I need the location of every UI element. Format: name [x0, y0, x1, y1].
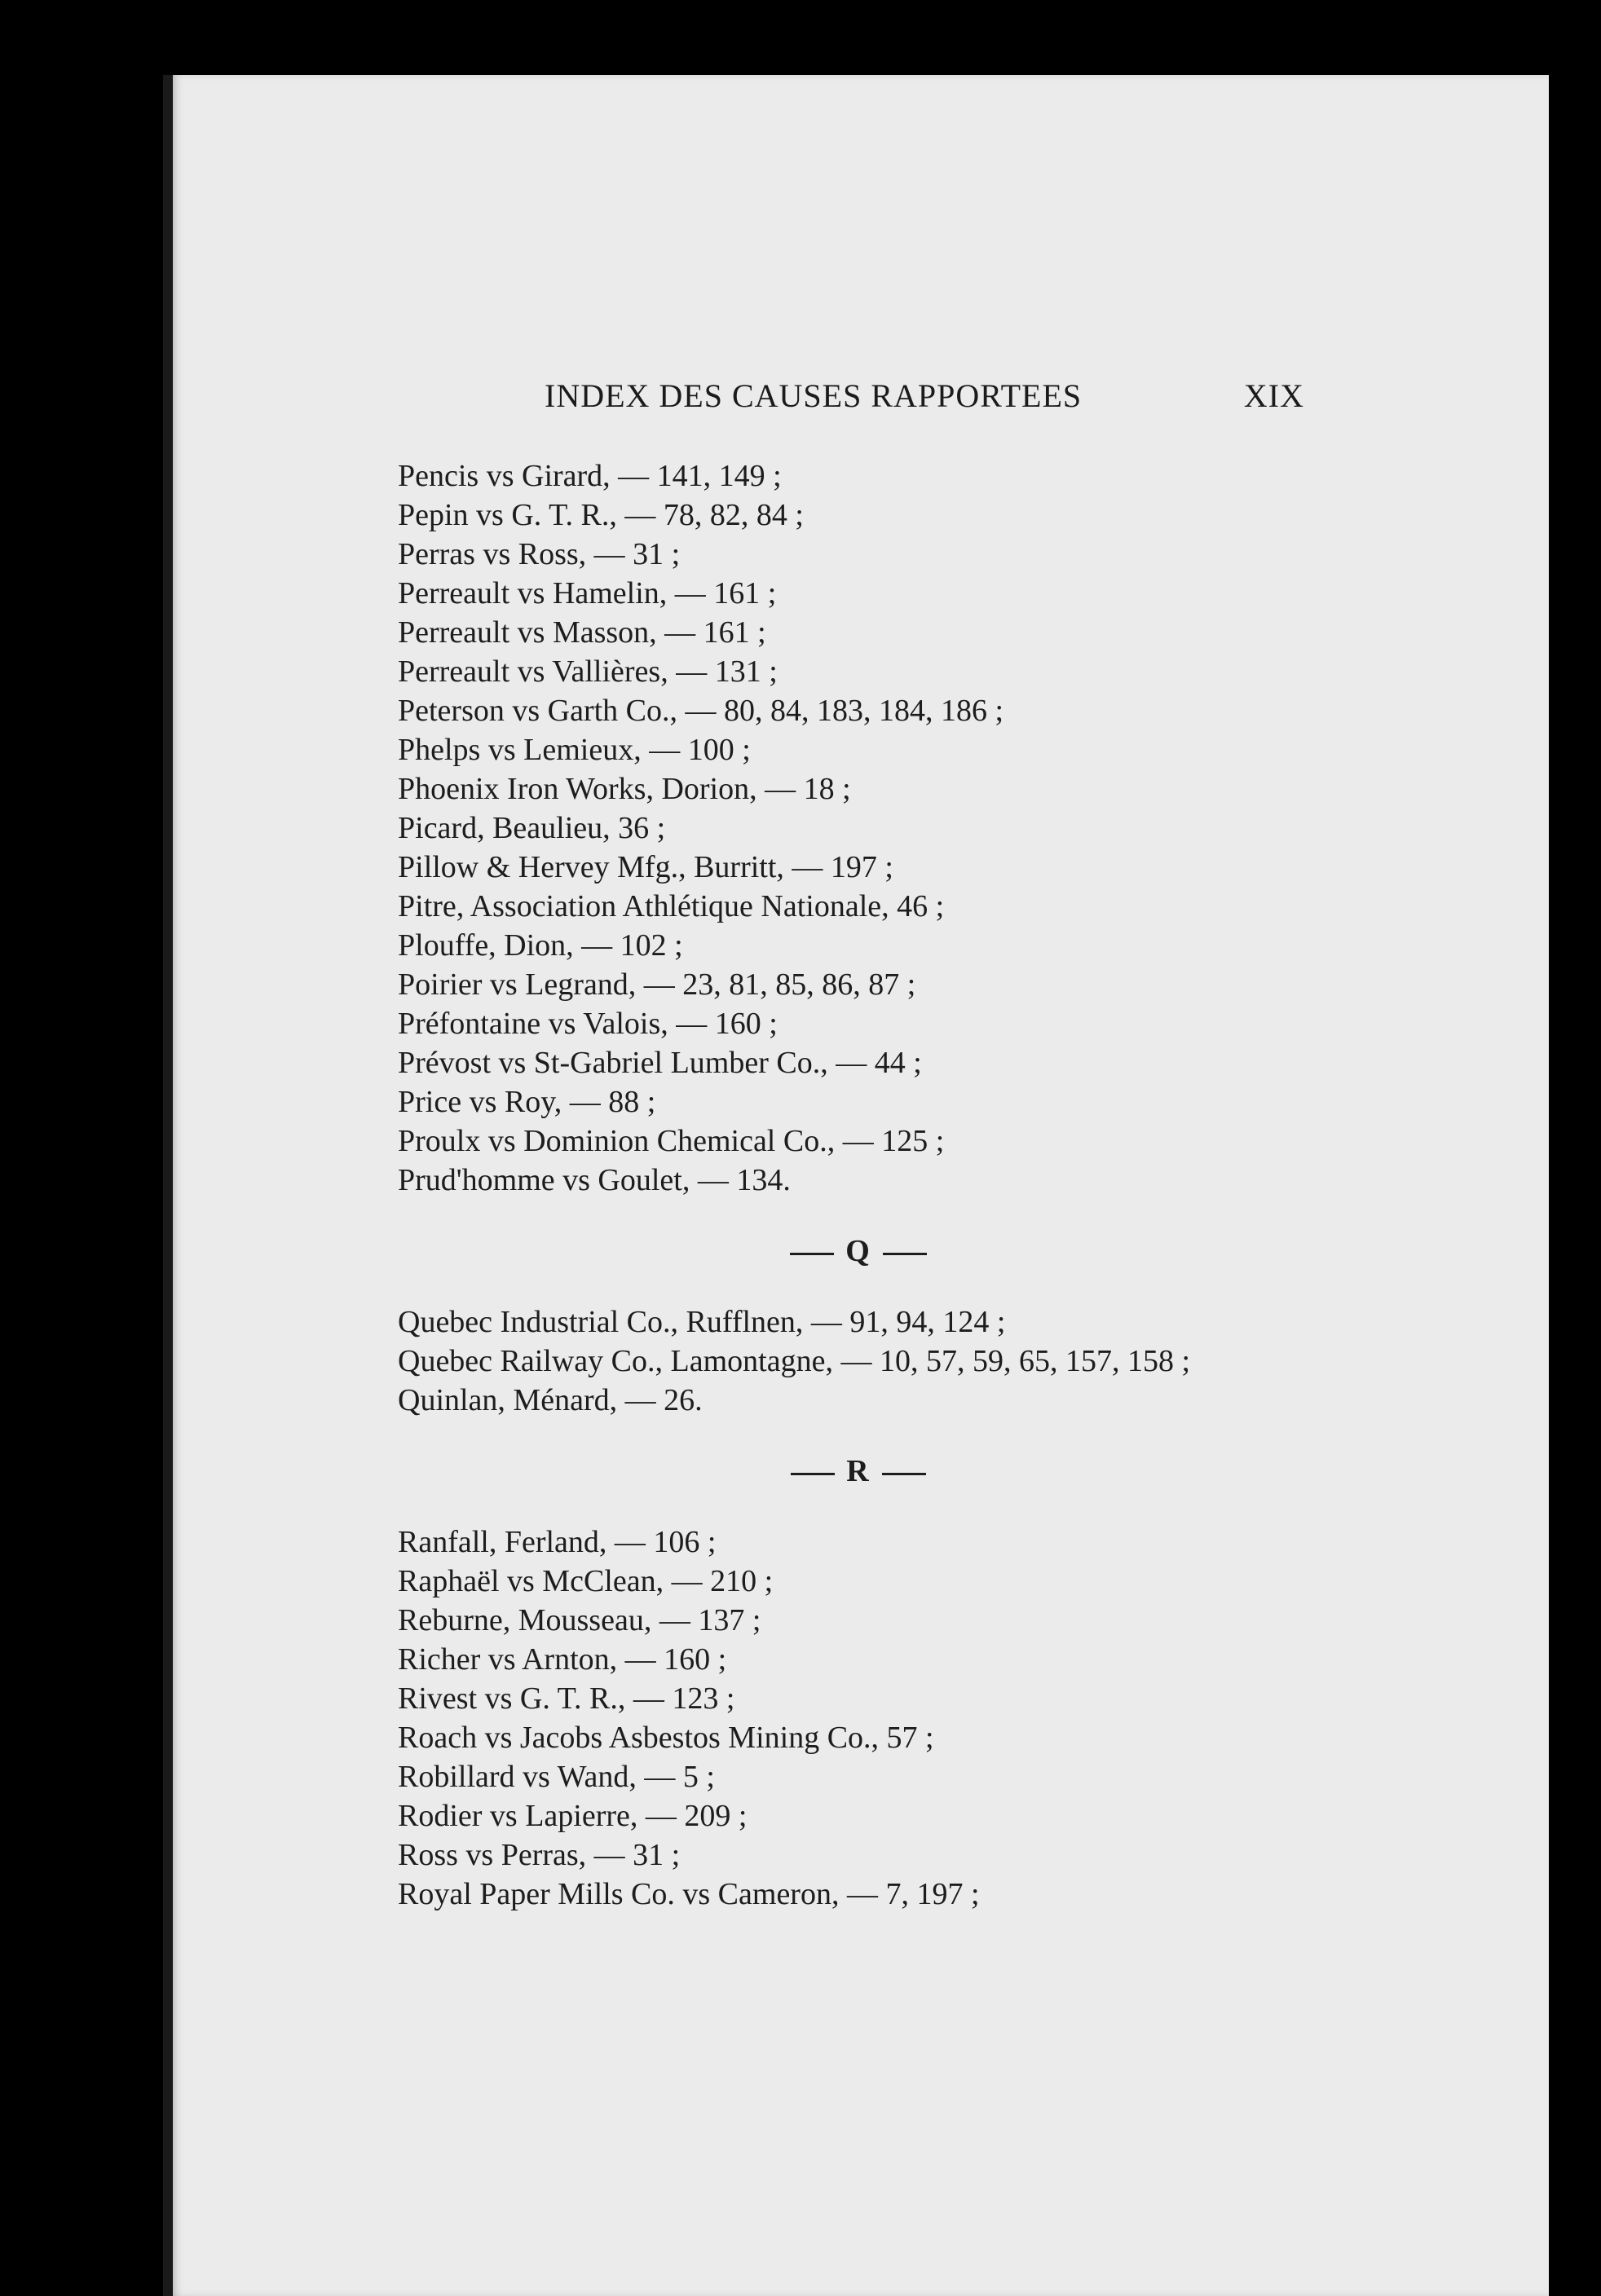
index-entry: Quebec Railway Co., Lamontagne, — 10, 57, 59, 65, 157, 158 ; [398, 1344, 1191, 1378]
index-entry: Prud'homme vs Goulet, — 134. [398, 1163, 791, 1197]
section-p [398, 456, 1319, 1200]
index-entry: Perreault vs Vallières, — 131 ; [398, 654, 778, 689]
index-entry: Rodier vs Lapierre, — 209 ; [398, 1799, 748, 1833]
heading-rule-left [790, 1253, 834, 1255]
index-entry: Quebec Industrial Co., Rufflnen, — 91, 94, 124 ; [398, 1305, 1006, 1339]
index-entries [398, 456, 1319, 1914]
index-entry: Royal Paper Mills Co. vs Cameron, — 7, 197 ; [398, 1877, 980, 1911]
index-entry: Plouffe, Dion, — 102 ; [398, 928, 683, 963]
index-entry: Pencis vs Girard, — 141, 149 ; [398, 459, 782, 493]
index-entry: Peterson vs Garth Co., — 80, 84, 183, 184, 186 ; [398, 694, 1004, 728]
index-entry: Perreault vs Masson, — 161 ; [398, 615, 766, 650]
index-entry: Proulx vs Dominion Chemical Co., — 125 ; [398, 1124, 945, 1158]
index-entry: Roach vs Jacobs Asbestos Mining Co., 57 ; [398, 1721, 934, 1755]
section-letter: R [846, 1454, 871, 1488]
section-r [398, 1523, 1319, 1914]
index-entry: Pepin vs G. T. R., — 78, 82, 84 ; [398, 498, 804, 532]
index-entry: Pillow & Hervey Mfg., Burritt, — 197 ; [398, 850, 893, 884]
index-entry: Ross vs Perras, — 31 ; [398, 1838, 681, 1872]
index-entry: Robillard vs Wand, — 5 ; [398, 1760, 715, 1794]
index-entry: Richer vs Arnton, — 160 ; [398, 1642, 727, 1677]
index-entry: Perras vs Ross, — 31 ; [398, 537, 681, 571]
heading-rule-left [791, 1473, 835, 1475]
index-entry: Prévost vs St-Gabriel Lumber Co., — 44 ; [398, 1046, 922, 1080]
heading-rule-right [883, 1253, 927, 1255]
index-entry: Quinlan, Ménard, — 26. [398, 1383, 703, 1417]
section-letter: Q [845, 1234, 871, 1268]
index-entry: Reburne, Mousseau, — 137 ; [398, 1603, 761, 1637]
page-spine-edge [163, 75, 173, 2296]
section-heading-q [398, 1200, 1319, 1302]
section-heading-r [398, 1420, 1319, 1523]
running-head-title: INDEX DES CAUSES RAPPORTEES [545, 377, 1083, 414]
page-number: XIX [1243, 377, 1304, 414]
index-entry: Rivest vs G. T. R., — 123 ; [398, 1681, 735, 1716]
section-q [398, 1302, 1319, 1420]
index-entry: Phelps vs Lemieux, — 100 ; [398, 733, 751, 767]
index-entry: Price vs Roy, — 88 ; [398, 1085, 656, 1119]
index-entry: Poirier vs Legrand, — 23, 81, 85, 86, 87 ; [398, 967, 916, 1002]
index-entry: Perreault vs Hamelin, — 161 ; [398, 576, 777, 610]
index-entry: Raphaël vs McClean, — 210 ; [398, 1564, 774, 1598]
index-entry: Préfontaine vs Valois, — 160 ; [398, 1007, 778, 1041]
index-entry: Ranfall, Ferland, — 106 ; [398, 1525, 717, 1559]
index-entry: Pitre, Association Athlétique Nationale, 46 ; [398, 889, 945, 923]
index-entry: Phoenix Iron Works, Dorion, — 18 ; [398, 772, 851, 806]
heading-rule-right [882, 1473, 926, 1475]
index-entry: Picard, Beaulieu, 36 ; [398, 811, 666, 845]
